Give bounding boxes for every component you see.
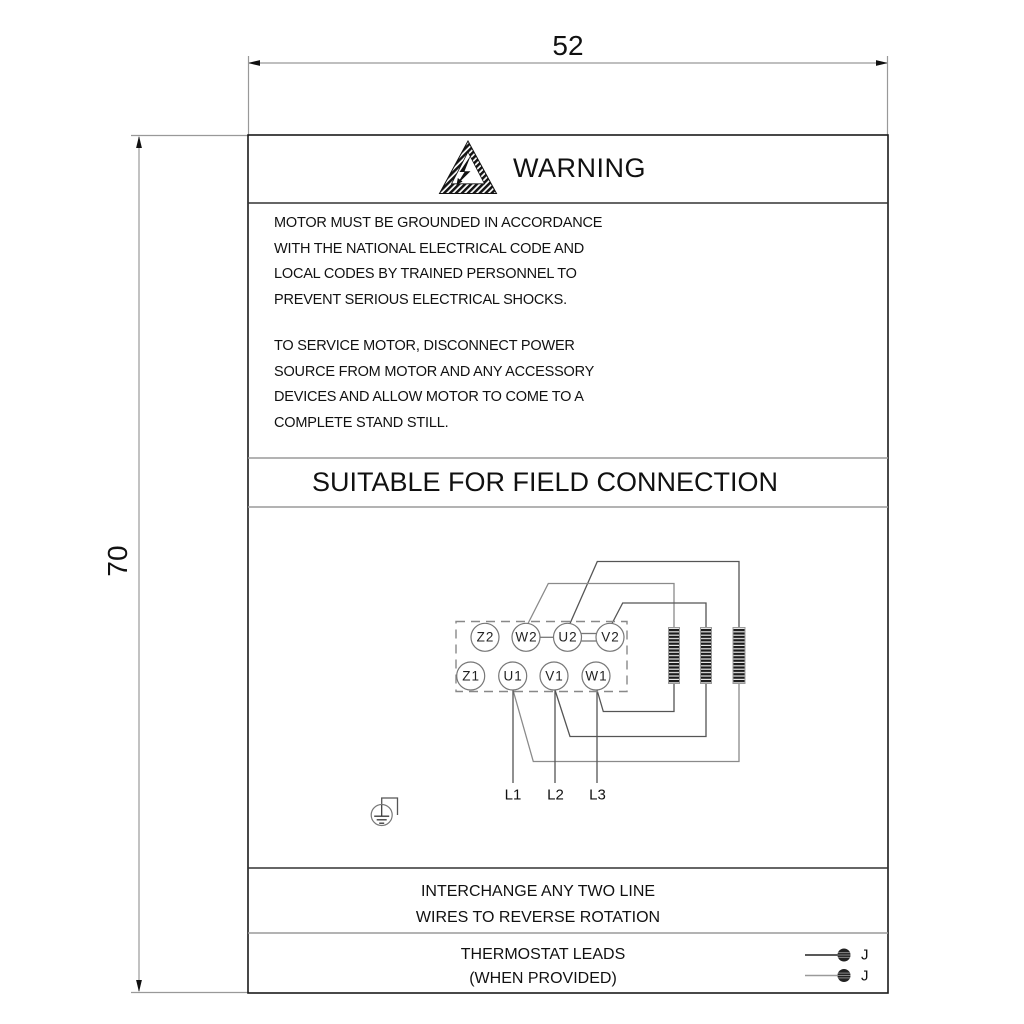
thermostat-lead-symbols: [805, 949, 851, 983]
terminal-w1: W1: [585, 668, 608, 684]
rotation-note: [416, 879, 660, 931]
thermostat-note-line: (WHEN PROVIDED): [469, 969, 617, 987]
field-connection-title: SUITABLE FOR FIELD CONNECTION: [311, 467, 779, 497]
rotation-note-line: INTERCHANGE ANY TWO LINE: [420, 883, 656, 900]
motor-winding-icon: [669, 628, 746, 684]
thermostat-lead-label-2: J: [861, 967, 869, 984]
warning-line: COMPLETE STAND STILL.: [274, 414, 449, 431]
terminal-z2: Z2: [476, 629, 495, 645]
terminal-v1: V1: [545, 668, 564, 684]
warning-line: SOURCE FROM MOTOR AND ANY ACCESSORY: [274, 363, 595, 380]
line-label-l2: L2: [547, 786, 564, 804]
terminal-u1: U1: [503, 668, 523, 684]
warning-line: PREVENT SERIOUS ELECTRICAL SHOCKS.: [274, 291, 567, 308]
warning-line: TO SERVICE MOTOR, DISCONNECT POWER: [274, 338, 575, 354]
warning-title: WARNING: [513, 153, 646, 183]
terminal-w2: W2: [515, 629, 538, 645]
thermostat-note-line: THERMOSTAT LEADS: [460, 946, 626, 963]
warning-paragraph-1: [274, 211, 602, 313]
warning-paragraph-2: [274, 334, 594, 436]
terminal-z1: Z1: [462, 668, 481, 684]
terminal-v2: V2: [601, 629, 620, 645]
height-dimension-label: 70: [102, 545, 133, 577]
earth-ground-icon: [371, 798, 397, 826]
thermostat-lead-label-1: J: [861, 946, 869, 964]
warning-line: WITH THE NATIONAL ELECTRICAL CODE AND: [274, 240, 585, 257]
warning-line: MOTOR MUST BE GROUNDED IN ACCORDANCE: [274, 215, 603, 231]
width-dimension-label: 52: [552, 30, 584, 61]
line-label-l3: L3: [589, 786, 606, 804]
terminal-u2: U2: [558, 629, 578, 645]
line-label-l1: L1: [504, 786, 522, 804]
width-dimension: [248, 56, 888, 135]
warning-line: DEVICES AND ALLOW MOTOR TO COME TO A: [274, 389, 584, 406]
high-voltage-warning-triangle-icon: [440, 141, 497, 194]
warning-line: LOCAL CODES BY TRAINED PERSONNEL TO: [274, 266, 577, 283]
height-dimension: [131, 136, 249, 993]
thermostat-note: [461, 943, 625, 990]
rotation-note-line: WIRES TO REVERSE ROTATION: [415, 909, 661, 926]
